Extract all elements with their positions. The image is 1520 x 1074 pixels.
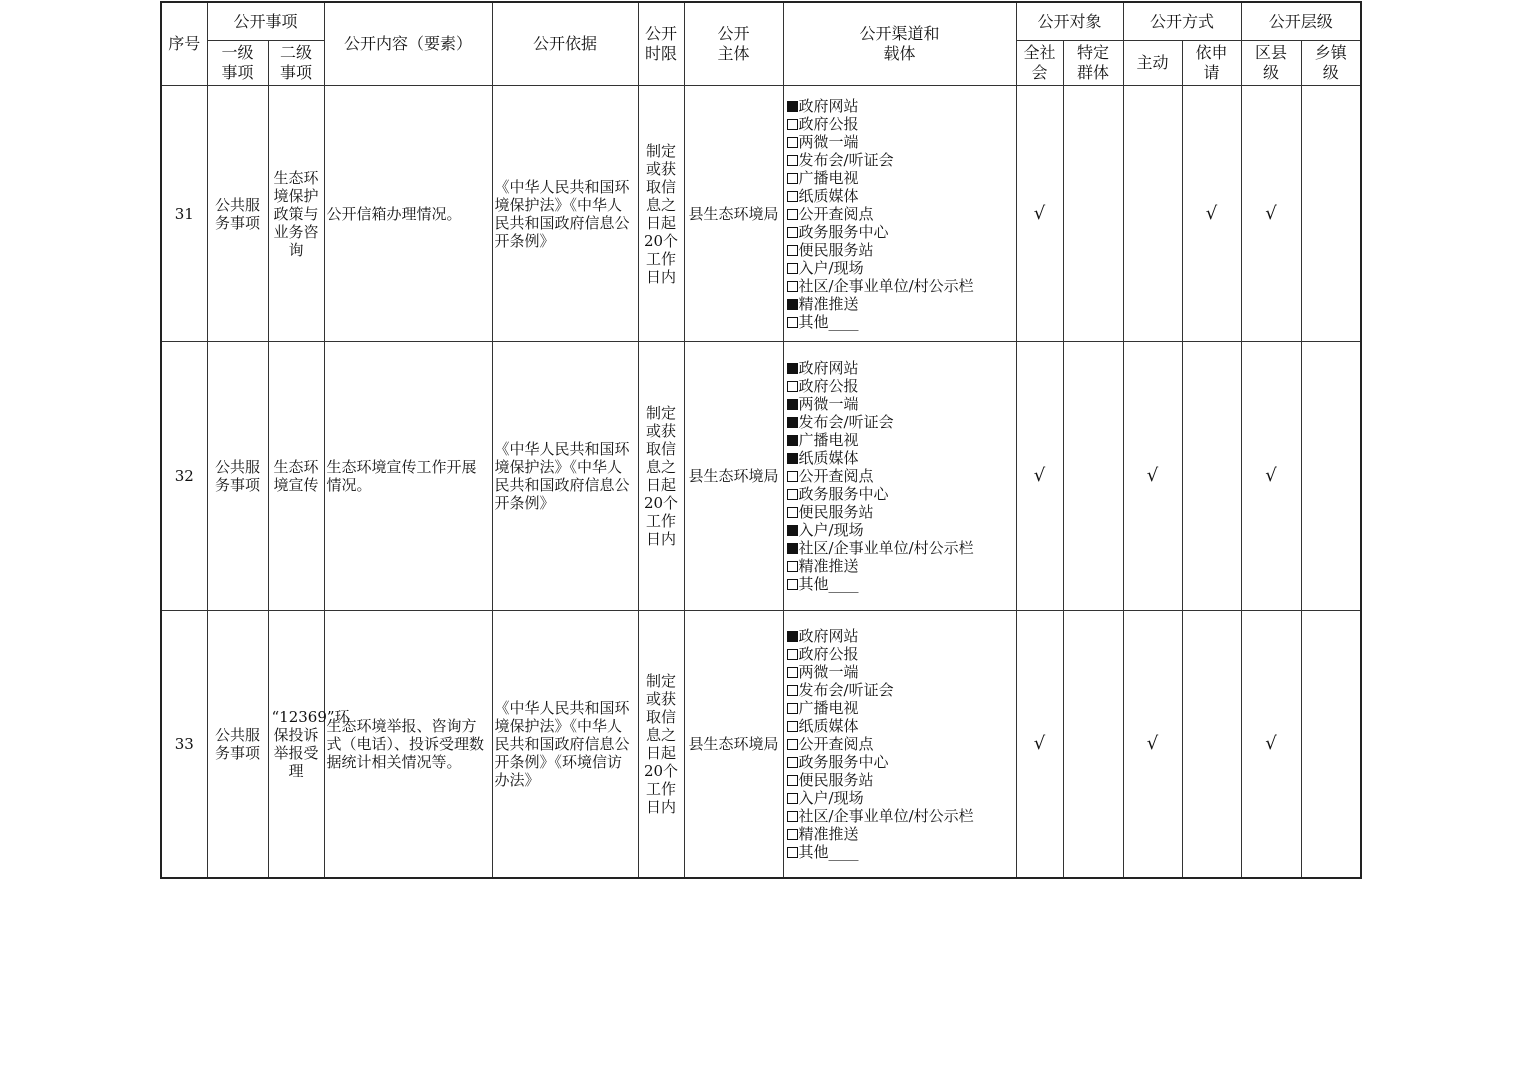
tier-town-check [1301, 342, 1361, 611]
channel-option [787, 807, 1016, 825]
target-all-check: √ [1016, 342, 1063, 611]
channel-option-label: 发布会/听证会 [798, 150, 894, 169]
channel-option-label: 精准推送 [798, 825, 859, 843]
content-cell: 生态环境宣传工作开展情况。 [324, 342, 492, 611]
channel-option-label: 政府公报 [798, 114, 859, 133]
channel-option [787, 205, 1016, 223]
header-item-group: 公开事项 [207, 2, 324, 41]
unchecked-box-icon [787, 489, 798, 500]
method-active-check [1123, 86, 1182, 342]
seq-cell: 31 [161, 86, 207, 342]
header-subject: 公开 主体 [684, 2, 783, 86]
channel-option [787, 151, 1016, 169]
header-target-all: 全社 会 [1016, 41, 1063, 86]
channel-option-label: 广播电视 [798, 699, 859, 717]
header-basis: 公开依据 [492, 2, 638, 86]
unchecked-box-icon [787, 227, 798, 238]
unchecked-box-icon [787, 281, 798, 292]
unchecked-box-icon [787, 793, 798, 804]
table-row [161, 611, 1361, 879]
subject-cell: 县生态环境局 [684, 342, 783, 611]
channel-option-label: 入户/现场 [798, 258, 864, 277]
header-method-active: 主动 [1123, 41, 1182, 86]
channel-option-label: 便民服务站 [798, 240, 874, 259]
channel-option [787, 115, 1016, 133]
level1-cell: 公共服务事项 [207, 611, 268, 879]
checked-box-icon [787, 435, 798, 446]
header-seq: 序号 [161, 2, 207, 86]
unchecked-box-icon [787, 155, 798, 166]
unchecked-box-icon [787, 829, 798, 840]
channel-option [787, 843, 1016, 861]
unchecked-box-icon [787, 245, 798, 256]
basis-cell: 《中华人民共和国环境保护法》《中华人民共和国政府信息公开条例》 [492, 86, 638, 342]
channel-option-label: 政务服务中心 [798, 485, 889, 503]
channel-option-label: 入户/现场 [798, 789, 864, 807]
channel-option [787, 169, 1016, 187]
channel-option [787, 753, 1016, 771]
channel-option-label: 纸质媒体 [798, 717, 859, 735]
channel-option-label: 发布会/听证会 [798, 413, 894, 431]
channel-option [787, 259, 1016, 277]
channel-option-label: 社区/企事业单位/村公示栏 [798, 807, 974, 825]
unchecked-box-icon [787, 649, 798, 660]
channel-option [787, 377, 1016, 395]
unchecked-box-icon [787, 263, 798, 274]
checked-box-icon [787, 417, 798, 428]
content-cell: 生态环境举报、咨询方式（电话）、投诉受理数据统计相关情况等。 [324, 611, 492, 879]
seq-cell: 32 [161, 342, 207, 611]
channel-option [787, 223, 1016, 241]
channel-option [787, 413, 1016, 431]
unchecked-box-icon [787, 209, 798, 220]
header-tier-county: 区县 级 [1241, 41, 1301, 86]
channel-option-label: 便民服务站 [798, 503, 874, 521]
target-specific-check [1063, 611, 1123, 879]
checked-box-icon [787, 399, 798, 410]
channel-option-label: 社区/企事业单位/村公示栏 [798, 276, 974, 295]
channel-option-label: 入户/现场 [798, 521, 864, 539]
unchecked-box-icon [787, 471, 798, 482]
level2-cell: 生态环境保护政策与业务咨询 [268, 86, 324, 342]
content-cell: 公开信箱办理情况。 [324, 86, 492, 342]
target-all-check: √ [1016, 611, 1063, 879]
header-method-apply: 依申 请 [1182, 41, 1241, 86]
channel-option-label: 广播电视 [798, 168, 859, 187]
method-active-check: √ [1123, 342, 1182, 611]
channel-option [787, 557, 1016, 575]
header-level2: 二级 事项 [268, 41, 324, 86]
header-tier: 公开层级 [1241, 2, 1361, 41]
checked-box-icon [787, 299, 798, 310]
method-active-check: √ [1123, 611, 1182, 879]
target-specific-check [1063, 86, 1123, 342]
unchecked-box-icon [787, 579, 798, 590]
header-target: 公开对象 [1016, 2, 1123, 41]
table-row [161, 86, 1361, 342]
channel-option-label: 两微一端 [798, 132, 859, 151]
checked-box-icon [787, 101, 798, 112]
subject-cell: 县生态环境局 [684, 611, 783, 879]
channel-option [787, 681, 1016, 699]
channel-option-label: 公开查阅点 [798, 204, 874, 223]
channel-option [787, 663, 1016, 681]
tier-county-check: √ [1241, 611, 1301, 879]
unchecked-box-icon [787, 381, 798, 392]
channel-option-label: 公开查阅点 [798, 735, 874, 753]
channel-option [787, 187, 1016, 205]
channel-option-label: 政府公报 [798, 377, 859, 395]
unchecked-box-icon [787, 191, 798, 202]
channel-option [787, 467, 1016, 485]
channel-option [787, 789, 1016, 807]
checked-box-icon [787, 363, 798, 374]
channel-option-label: 其他____ [798, 575, 859, 593]
seq-cell: 33 [161, 611, 207, 879]
channel-option [787, 133, 1016, 151]
checked-box-icon [787, 453, 798, 464]
channel-option-label: 政务服务中心 [798, 222, 889, 241]
header-level1: 一级 事项 [207, 41, 268, 86]
level1-cell: 公共服务事项 [207, 342, 268, 611]
tier-county-check: √ [1241, 342, 1301, 611]
level2-cell: “12369”环保投诉举报受理 [268, 611, 324, 879]
unchecked-box-icon [787, 173, 798, 184]
target-specific-check [1063, 342, 1123, 611]
channel-option-label: 两微一端 [798, 395, 859, 413]
unchecked-box-icon [787, 317, 798, 328]
channel-option-label: 其他____ [798, 843, 859, 861]
unchecked-box-icon [787, 507, 798, 518]
channel-option [787, 699, 1016, 717]
time-limit-cell: 制定或获取信息之日起20个工作日内 [638, 611, 684, 879]
channel-option [787, 97, 1016, 115]
channel-option-label: 公开查阅点 [798, 467, 874, 485]
channel-option-label: 两微一端 [798, 663, 859, 681]
channel-option [787, 313, 1016, 331]
channel-option-label: 政府公报 [798, 645, 859, 663]
channel-list [783, 86, 1016, 342]
header-channel: 公开渠道和 载体 [783, 2, 1016, 86]
channel-option-label: 其他____ [798, 312, 859, 331]
checked-box-icon [787, 543, 798, 554]
checked-box-icon [787, 631, 798, 642]
channel-option [787, 575, 1016, 593]
channel-option-label: 纸质媒体 [798, 449, 859, 467]
unchecked-box-icon [787, 739, 798, 750]
basis-cell: 《中华人民共和国环境保护法》《中华人民共和国政府信息公开条例》《环境信访办法》 [492, 611, 638, 879]
channel-option-label: 便民服务站 [798, 771, 874, 789]
target-all-check: √ [1016, 86, 1063, 342]
channel-option [787, 431, 1016, 449]
channel-option-label: 政府网站 [798, 96, 859, 115]
channel-option [787, 717, 1016, 735]
unchecked-box-icon [787, 561, 798, 572]
channel-option [787, 241, 1016, 259]
channel-option-label: 精准推送 [798, 557, 859, 575]
channel-option [787, 485, 1016, 503]
channel-option [787, 825, 1016, 843]
method-apply-check [1182, 342, 1241, 611]
channel-option [787, 539, 1016, 557]
level1-cell: 公共服务事项 [207, 86, 268, 342]
channel-option-label: 政府网站 [798, 627, 859, 645]
unchecked-box-icon [787, 847, 798, 858]
unchecked-box-icon [787, 685, 798, 696]
header-content: 公开内容（要素） [324, 2, 492, 86]
unchecked-box-icon [787, 703, 798, 714]
channel-option [787, 295, 1016, 313]
channel-option [787, 735, 1016, 753]
channel-option-label: 发布会/听证会 [798, 681, 894, 699]
channel-list [783, 611, 1016, 879]
tier-town-check [1301, 611, 1361, 879]
method-apply-check [1182, 611, 1241, 879]
tier-county-check: √ [1241, 86, 1301, 342]
disclosure-table [160, 1, 1362, 879]
method-apply-check: √ [1182, 86, 1241, 342]
channel-option [787, 503, 1016, 521]
unchecked-box-icon [787, 721, 798, 732]
tier-town-check [1301, 86, 1361, 342]
header-tier-town: 乡镇 级 [1301, 41, 1361, 86]
unchecked-box-icon [787, 811, 798, 822]
unchecked-box-icon [787, 667, 798, 678]
unchecked-box-icon [787, 119, 798, 130]
channel-option [787, 359, 1016, 377]
channel-option-label: 政务服务中心 [798, 753, 889, 771]
channel-list [783, 342, 1016, 611]
channel-option [787, 277, 1016, 295]
channel-option-label: 社区/企事业单位/村公示栏 [798, 539, 974, 557]
channel-option [787, 521, 1016, 539]
table-row [161, 342, 1361, 611]
header-target-specific: 特定 群体 [1063, 41, 1123, 86]
level2-cell: 生态环境宣传 [268, 342, 324, 611]
header-time-limit: 公开 时限 [638, 2, 684, 86]
subject-cell: 县生态环境局 [684, 86, 783, 342]
time-limit-cell: 制定或获取信息之日起20个工作日内 [638, 86, 684, 342]
basis-cell: 《中华人民共和国环境保护法》《中华人民共和国政府信息公开条例》 [492, 342, 638, 611]
channel-option [787, 395, 1016, 413]
unchecked-box-icon [787, 137, 798, 148]
channel-option-label: 广播电视 [798, 431, 859, 449]
unchecked-box-icon [787, 775, 798, 786]
checked-box-icon [787, 525, 798, 536]
channel-option [787, 449, 1016, 467]
unchecked-box-icon [787, 757, 798, 768]
header-method: 公开方式 [1123, 2, 1241, 41]
time-limit-cell: 制定或获取信息之日起20个工作日内 [638, 342, 684, 611]
channel-option-label: 纸质媒体 [798, 186, 859, 205]
channel-option [787, 771, 1016, 789]
channel-option [787, 627, 1016, 645]
channel-option [787, 645, 1016, 663]
channel-option-label: 政府网站 [798, 359, 859, 377]
channel-option-label: 精准推送 [798, 294, 859, 313]
